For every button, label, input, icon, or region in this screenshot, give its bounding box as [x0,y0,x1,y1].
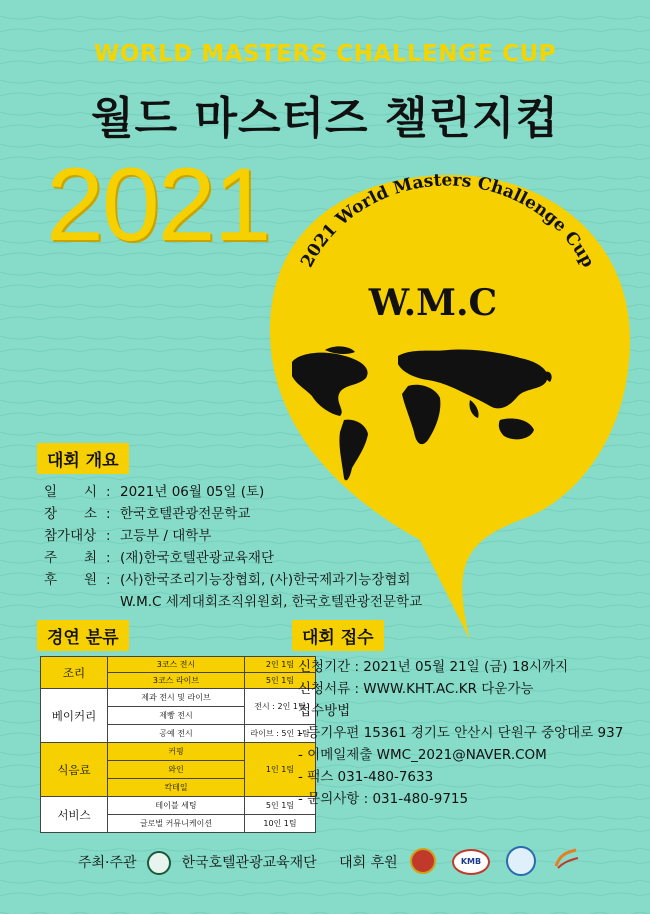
reg-documents: 신청서류 : WWW.KHT.AC.KR 다운가능 [298,681,534,697]
reg-email: - 이메일제출 WMC_2021@NAVER.COM [298,747,547,763]
globe-emblem-icon [506,846,536,876]
overview-info [44,481,422,613]
course-cell: 커핑 [108,743,245,761]
count-cell: 2인 1팀 [245,657,316,673]
category-beverage: 식음료 [41,743,108,797]
info-row-target: 참가대상 : 고등부 / 대학부 [44,528,212,544]
table-row [41,689,316,707]
reg-mail: - 등기우편 15361 경기도 안산시 단원구 중앙대로 937 [298,725,624,741]
count-cell: 라이브 : 5인 1팀 [245,725,316,743]
info-row-host: 주 최 : (재)한국호텔관광교육재단 [44,550,274,566]
year-title: 2021 [46,147,270,263]
registration-info [298,656,623,810]
categories-label: 경연 분류 [37,620,129,651]
count-cell: 5인 1팀 [245,673,316,689]
table-row [41,797,316,815]
table-row [41,657,316,673]
table-row [41,743,316,761]
info-row-sponsor: 후 원 : (사)한국조리기능장협회, (사)한국제과기능장협회 [44,572,411,588]
footer [78,851,398,875]
info-row-date: 일 시 : 2021년 06월 05일 (토) [44,484,265,500]
count-cell: 전시 : 2인 1팀 [245,689,316,725]
course-cell: 글로벌 커뮤니케이션 [108,815,245,833]
host-label: 주최·주관 [78,855,137,871]
brush-logo-icon [552,848,580,872]
course-cell: 제빵 전시 [108,707,245,725]
sponsor-label: 대회 후원 [339,855,398,871]
reg-method: 접수방법 [298,703,351,719]
category-cooking: 조리 [41,657,108,689]
wmc-text: W.M.C [368,282,498,324]
foundation-logo-icon [147,851,171,875]
host-name: 한국호텔관광교육재단 [181,855,317,871]
overview-label: 대회 개요 [37,443,129,474]
registration-label: 대회 접수 [292,620,384,651]
course-cell: 칵테일 [108,779,245,797]
reg-period: 신청기간 : 2021년 05월 21일 (금) 18시까지 [298,659,569,675]
category-bakery: 베이커리 [41,689,108,743]
info-row-sponsor-cont: W.M.C 세계대회조직위원회, 한국호텔관광전문학교 [120,594,423,610]
course-cell: 와인 [108,761,245,779]
info-row-venue: 장 소 : 한국호텔관광전문학교 [44,506,251,522]
count-cell: 10인 1팀 [245,815,316,833]
course-cell: 3코스 전시 [108,657,245,673]
category-service: 서비스 [41,797,108,833]
course-cell: 공예 전시 [108,725,245,743]
count-cell: 1인 1팀 [245,743,316,797]
course-cell: 3코스 라이브 [108,673,245,689]
reg-fax: - 팩스 031-480-7633 [298,769,434,785]
course-cell: 테이블 세팅 [108,797,245,815]
kmb-logo: KMB [452,849,490,875]
sponsor-emblem-icon [410,848,436,874]
course-cell: 제과 전시 및 라이브 [108,689,245,707]
category-table [40,656,316,833]
reg-inquiry: - 문의사항 : 031-480-9715 [298,791,469,807]
korean-title: 월드 마스터즈 챌린지컵 [91,93,559,144]
english-title: WORLD MASTERS CHALLENGE CUP [93,41,557,67]
count-cell: 5인 1팀 [245,797,316,815]
arc-title: 2021 World Masters Challenge Cup [297,170,598,271]
